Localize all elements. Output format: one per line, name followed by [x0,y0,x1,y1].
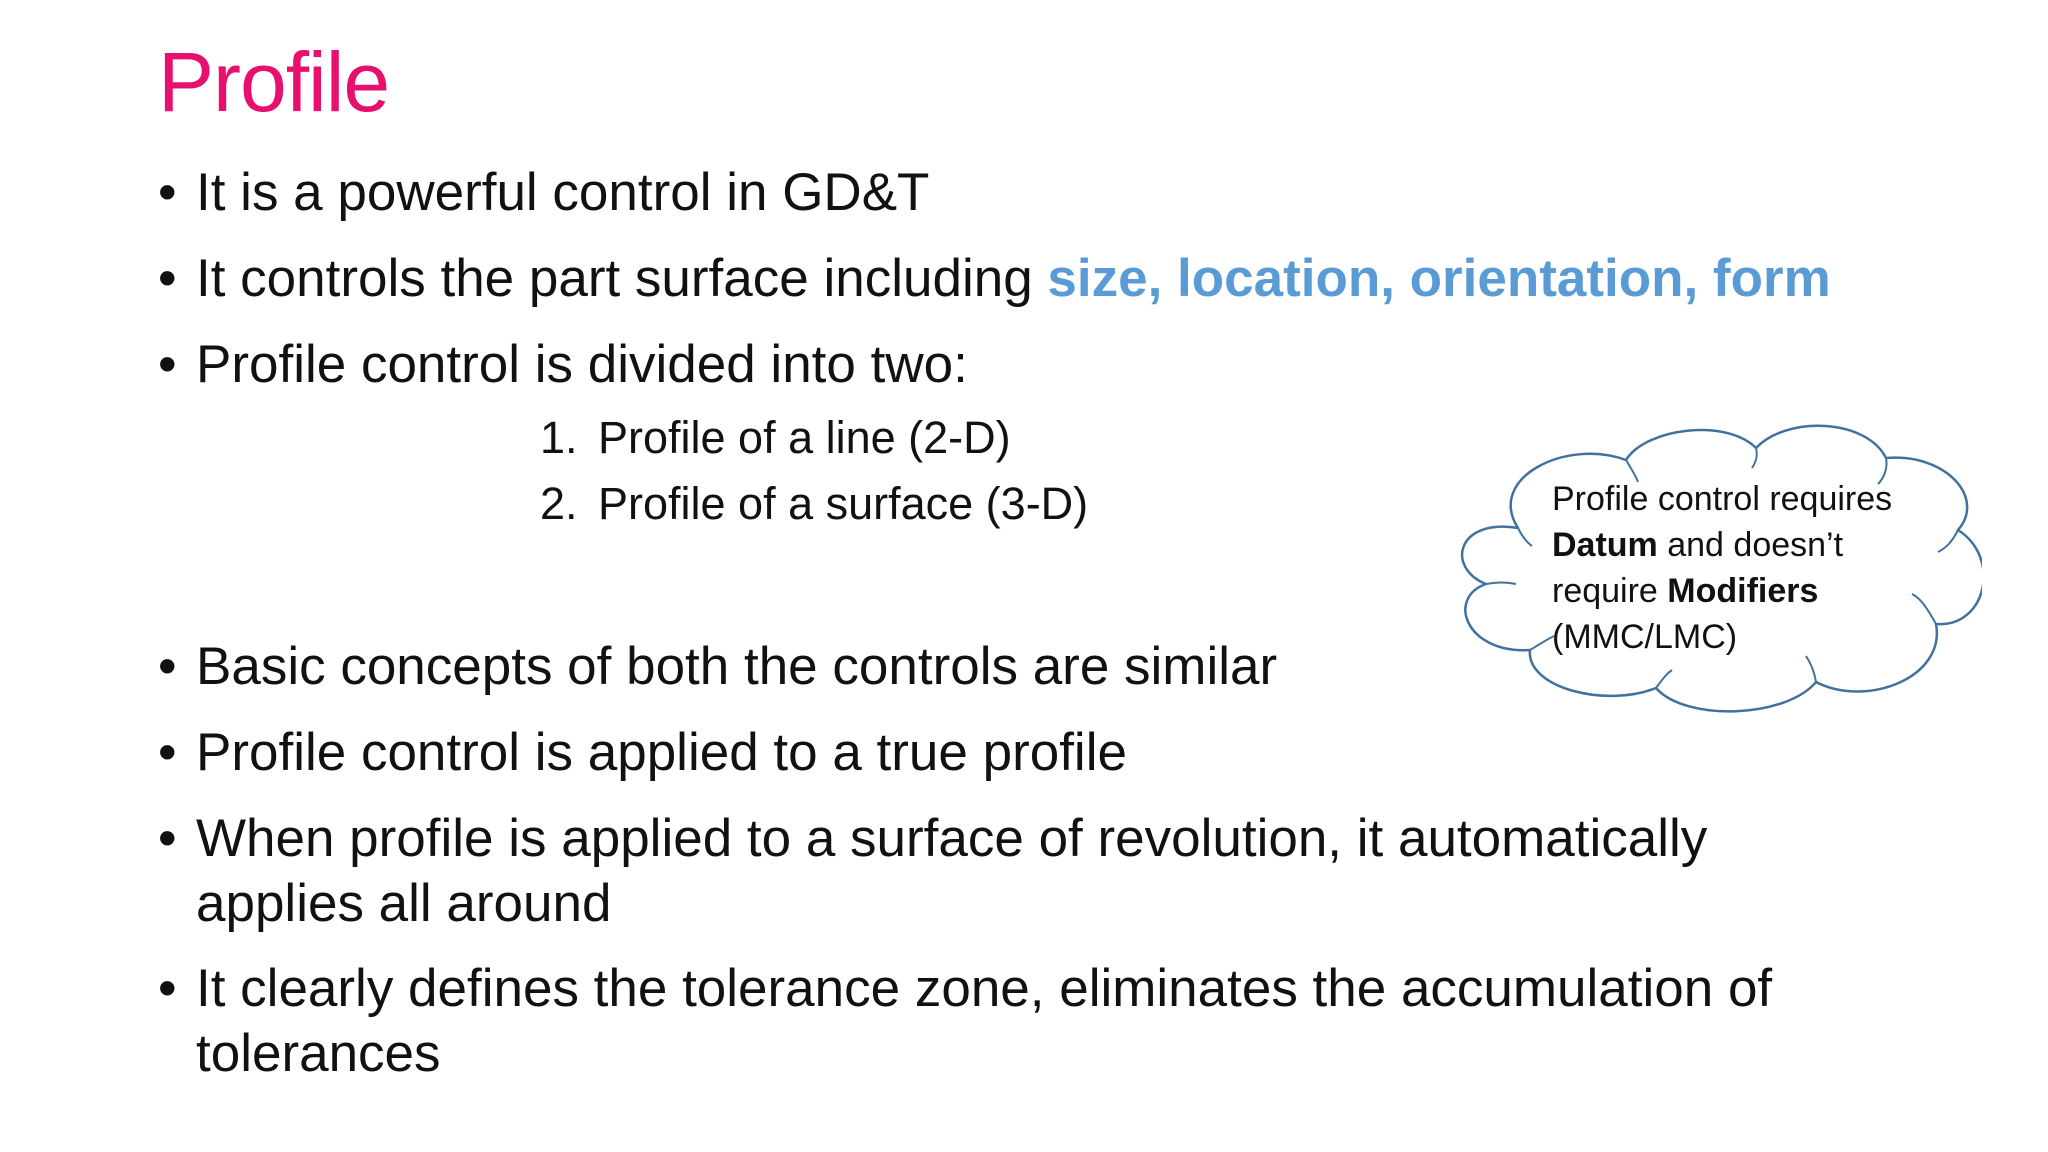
cloud-callout [1426,418,1982,720]
modifiers-label: Modifiers [1667,572,1819,610]
numbered-text: Profile of a surface (3-D) [598,478,1089,529]
list-number: 1. [540,412,578,463]
callout-line-1: Profile control requires [1552,480,1893,518]
bullet-icon: • [158,723,177,782]
numbered-item-2 [540,474,1088,534]
datum-label: Datum [1552,526,1658,564]
numbered-item-1 [540,408,1011,468]
bullet-icon: • [158,335,177,394]
bullet-text-continued: tolerances [196,1024,441,1083]
callout-line-3 [1552,568,1952,614]
bullet-icon: • [158,637,177,696]
bullet-text: It is a powerful control in GD&T [196,163,930,222]
slide-title: Profile [158,35,390,129]
numbered-text: Profile of a line (2-D) [598,412,1011,463]
bullet-icon: • [158,249,177,308]
callout-line-2 [1552,522,1952,568]
bullet-text: It controls the part surface including [196,249,1048,308]
bullet-icon: • [158,809,177,868]
bullet-text-continued: applies all around [196,874,612,933]
bullet-text: It clearly defines the tolerance zone, eliminates the accumulation of [196,959,1773,1018]
callout-line-4: (MMC/LMC) [1552,618,1738,656]
callout-line-3-start: require [1552,572,1668,610]
bullet-text: Profile control is divided into two: [196,335,968,394]
callout-line-2-rest: and doesn’t [1657,526,1844,564]
highlighted-text: size, location, orientation, form [1047,249,1831,308]
list-number: 2. [540,478,578,529]
callout-text [1552,476,1952,660]
bullet-icon: • [158,163,177,222]
bullet-text: When profile is applied to a surface of revolution, it automatically [196,809,1708,868]
bullet-icon: • [158,959,177,1018]
bullet-text-wrap [196,246,1831,311]
bullet-text: Basic concepts of both the controls are similar [196,637,1278,696]
bullet-text: Profile control is applied to a true profile [196,723,1127,782]
